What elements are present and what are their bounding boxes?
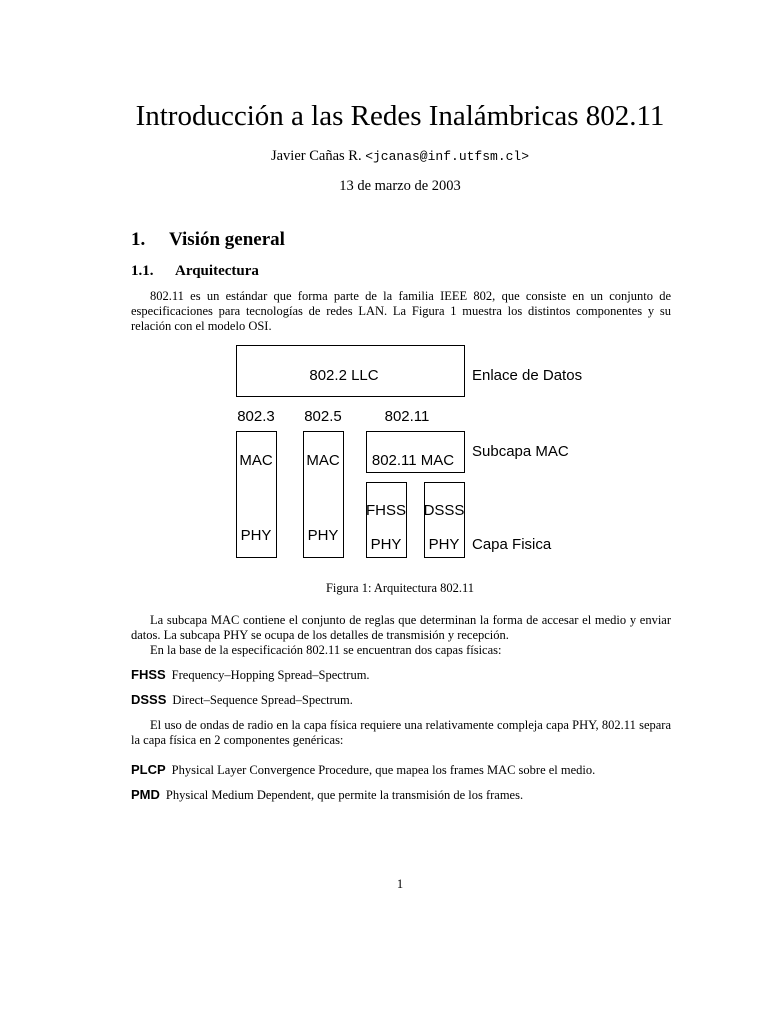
- author-name: Javier Cañas R.: [270, 148, 362, 164]
- mac-8023-label: MAC: [239, 452, 273, 469]
- document-date: 13 de marzo de 2003: [339, 178, 461, 194]
- definition-desc: Frequency–Hopping Spread–Spectrum.: [171, 668, 370, 682]
- figure-caption: Figura 1: Arquitectura 802.11: [325, 581, 475, 595]
- definition-dsss: [131, 692, 671, 708]
- definition-term: PMD: [131, 787, 160, 802]
- document-title: Introducción a las Redes Inalámbricas 802.11: [135, 100, 665, 132]
- layer-mac-label: Subcapa MAC: [472, 443, 569, 460]
- section-number: 1.: [131, 229, 146, 250]
- layer-phy-label: Capa Fisica: [472, 536, 552, 553]
- std-80211-label: 802.11: [384, 408, 430, 425]
- std-8023-label: 802.3: [237, 408, 275, 425]
- page-number: 1: [396, 877, 404, 891]
- phy-fhss-label: PHY: [370, 536, 402, 553]
- base-paragraph: En la base de la especificación 802.11 se encuentran dos capas físicas:: [150, 643, 502, 657]
- definition-desc: Direct–Sequence Spread–Spectrum.: [172, 693, 353, 707]
- mac-8025-label: MAC: [306, 452, 340, 469]
- definition-term: PLCP: [131, 762, 166, 777]
- std-8025-label: 802.5: [304, 408, 342, 425]
- definition-desc: Physical Layer Convergence Procedure, que mapea los frames MAC sobre el medio.: [171, 763, 596, 777]
- definition-desc: Physical Medium Dependent, que permite la transmisión de los frames.: [165, 788, 524, 802]
- fhss-label: FHSS: [365, 502, 407, 519]
- radio-paragraph: El uso de ondas de radio en la capa física requiere una relativamente compleja capa PHY, 802.11 separa la capa física en 2 componentes genéricas:: [131, 718, 671, 747]
- intro-paragraph: 802.11 es un estándar que forma parte de la familia IEEE 802, que consiste en un conjunto de especificaciones para tecnologías de redes LAN. La Figura 1 muestra los distintos componentes y su relación con el modelo OSI.: [131, 289, 671, 333]
- phy-8025-label: PHY: [307, 527, 339, 544]
- definition-pmd: [131, 787, 671, 803]
- layer-datalink-label: Enlace de Datos: [472, 367, 583, 384]
- definition-fhss: [131, 667, 671, 683]
- llc-label: 802.2 LLC: [309, 367, 379, 384]
- mac-80211-label: 802.11 MAC: [371, 452, 455, 469]
- subsection-number: 1.1.: [131, 263, 154, 279]
- mac-phy-paragraph: La subcapa MAC contiene el conjunto de reglas que determinan la forma de accesar el medio y enviar datos. La subcapa PHY se ocupa de los detalles de transmisión y recepción.: [131, 613, 671, 642]
- definition-term: DSSS: [131, 692, 167, 707]
- subsection-title: Arquitectura: [175, 263, 259, 279]
- author-email: <jcanas@inf.utfsm.cl>: [365, 149, 530, 164]
- dsss-label: DSSS: [423, 502, 465, 519]
- definition-plcp: [131, 762, 671, 778]
- phy-dsss-label: PHY: [428, 536, 460, 553]
- section-title: Visión general: [169, 229, 285, 250]
- definition-term: FHSS: [131, 667, 166, 682]
- phy-8023-label: PHY: [240, 527, 272, 544]
